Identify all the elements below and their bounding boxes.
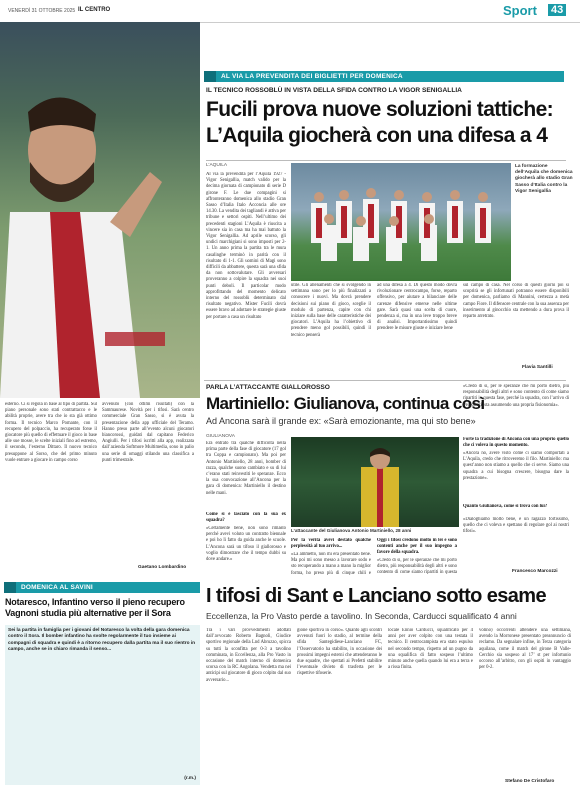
bottom-right-col-4: volino) occorrenti attendere una settimana, avendo la Morronese presentato preannuncio di reclamo. Da segnalare infine, in Terza categoria aquilana, come il match del girone B Valle-Cerchio sia sospeso al 17’ st per infortunio occorso all’arbitro, con gli ospiti in vantaggio per 0-2. (479, 628, 571, 671)
middle-subhead: Ad Ancona sarà il grande ex: «Sarà emozionante, ma qui sto bene» (206, 416, 476, 426)
middle-col-1b: «Certamente bene, non sono rimasto perché avevi voluto un contratto biennale e poi ho lì fatto da guida anche le scuole. L’Ancona sarà un tifoso il giallorosso e voglio dimostrare che il tempo dubbi su dove andare.» (206, 526, 286, 563)
bottom-left-banner (4, 582, 200, 593)
middle-col-1: Era entrato tra qualche difficoltà nella prima parte della fase di giocatore (17 gol tra Coppa e campionato). Ma poi per Antonio Martiniello, 28 anni, bomber di razza, qualche suono cambiato e su di lui c’erano stati reinvestiti le speranze. Ecco la sua convocazione all’Ancona per la gara di domenica: Martiniello il destino nelle mani. (206, 441, 286, 496)
middle-q5: Quanto Giulianova, come si trova con lui? (463, 504, 548, 509)
bottom-left-box (5, 625, 200, 785)
top-headline-1: Fucili prova nuove soluzioni tattiche: (206, 98, 554, 121)
left-col-1: esterno. Ci si regola in base al tipo di partita. Sul piano personale sono stati contrattacco e le abilità proprie, avere tra che io sta già ottimo forma. Il tecnico Marco Pomante, con il recupero del polpaccio, ha recuperato forse il giocatore più quello di effettuare il gioco in base alle sue mosse, le scelte iniziali fino ad estremo, il secondo, l’esterno Dittaro. Il nuovo tecnico presuppone al Sorso, che del primo minuto vuole entrare a giocare in campo corso (5, 402, 97, 463)
bottom-left-summary: Sei la partita in famiglia per i giovani del Notaresco la volta della gara domenica contro il Sora. Il bomber infantino ha svolte regolarmente il tuo insieme ai compagni di squadra e quindi è a ritorno recupero dalla partita ma il suo rientro in campo, anche se in chiaro rimanda il senso... (8, 628, 196, 653)
page-number: 43 (548, 4, 566, 16)
bottom-right-col-1: Tra i vari provvedimenti adottati dall’avvocato Roberto Bagnoli, Giudice sportivo regionale della Lnd Abruzzo, spicca su tutti la sconfitta per 0-3 a tavolino comminata, in Eccellenza, alla Pro Vasto in occasione del match interno di domenica scorsa con la RC Angolana. Vendetta ma nei anticipi sul giocatore di gioco colpito dal suo avversario... (206, 628, 291, 683)
middle-col-3c: «Credo di sì, per le speranze che mi porto dietro, più responsabilità degli altri e sono contento di come siamo ripartiti in questa fase, perché la squadra, con l’arrivo di Pergolizzi, sta assumendo una propria fisionomia». (463, 384, 569, 408)
left-byline: Gaetano Lombardino (138, 565, 187, 570)
martiniello-photo (291, 437, 459, 527)
bottom-right-headline: I tifosi di Sant e Lanciano sotto esame (206, 585, 547, 607)
header-date: VENERDÌ 31 OTTOBRE 2025 (8, 8, 76, 14)
player-figure (0, 22, 200, 398)
bottom-left-headline: Notaresco, Infantino verso il pieno recupero Vagnoni studia più alternative per il Sora (5, 597, 185, 618)
top-col-2: utile. Gli allenamenti che si svolgendo in settimana sono per lo più finalizzati a conoscere i nuovi. Ma dovrà prendere decisioni sui piano di gioco, sceglie il modulo di partenza, capire con chi iniziare sulla base delle caratteristiche dei giocatori. L’Aquila ha l’obiettivo di prendere meno gol possibili, quindi il tecnico penserà (291, 283, 371, 338)
top-rule (206, 160, 566, 161)
bottom-right-subhead: Eccellenza, la Pro Vasto perde a tavolino. In Seconda, Carducci squalificato 4 anni (206, 611, 517, 621)
top-col-3: ad una difesa a 4. Di questo modo dovrà rivoluzionare centrocampo, forse, reparto offensivo, per aiutare a bilanciare delle carenze difensive emerse nelle ultime gare. Sarà quasi una scelta di cuore, pendenza si, ma in una leve troppo breve di analisi. Importantissimo quindi prendere le misure giuste e iniziare bene (377, 283, 457, 332)
bottom-right-col-2: gione sportiva in corso». Quanto agli scontri avvenuti fuori lo stadio, al termine della sfida Santegidiese-Lanciano FC, l’Osservatorio ha stabilito, in occasione dei prossimi impegni esterni che attenderanno le due squadre, che spettati ai Prefetti stabilire l’eventuale divieto di trasferta per le rispettive tifoserie. (297, 628, 382, 677)
page-header (0, 0, 580, 23)
middle-col-4: «Ancora no, avere visto come ci siamo comportati a L’Aquila, credo che ritroveremo il filo. Martiniello: ma quest’anno non stiamo a quello che ci serve. Siamo una squadra a cui bisogna crescere, bisogna dare la prestazione». (463, 451, 569, 481)
header-section: Sport (503, 3, 537, 18)
middle-headline: Martiniello: Giulianova, continua così (206, 394, 485, 413)
left-col-2: avvenuto (con ottimi risultati) con la Sammaurese. Novità per i tifosi. Sarà centro commerciale Gran Sasso, si è avuta la presentazione della app ufficiale del Teramo. Hanno preso parte all’evento alcuni giocatori biancorossi, guidati dal capitano Federico Angiulli. Per i tifosi iscritti alla app, realizzata dall’azienda Softmore Multimedia, sono in palio una serie di omaggi stilando una classifica a punti trimestrale. (102, 402, 194, 463)
top-headline-2: L’Aquila giocherà con una difesa a 4 (206, 124, 548, 147)
middle-dateline: GIULIANOVA (206, 434, 235, 439)
middle-rule (204, 380, 566, 381)
middle-q3: Oggi i tifosi credono molto in lei e sono contenti anche per il suo impegno a favore della squadra. (377, 538, 457, 556)
banner-arrow-icon (204, 71, 216, 82)
bottom-left-byline: (r.m.) (184, 776, 196, 781)
middle-kicker: PARLA L’ATTACCANTE GIALLOROSSO (206, 384, 330, 391)
bottom-right-col-3: locale Ennio Carducci, squalificato per 4 anni per aver colpito con una testata il tecnico. Il centrocampista era stato espulso nel secondo tempo, rispetto ad un pugno da una squalifica di fatto sospeso l’ultimo minuto anche quella quando lui era a terra e a rissa finita. (388, 628, 473, 671)
header-paper: IL CENTRO (78, 7, 111, 13)
middle-col-2b: «La ammetto, non mi era presentato bene. Ma poi mi sono messo a lavorare sodo e sto recuperando a mano a mano la miglior forma, ho preso più di cinque chili e (291, 552, 371, 576)
top-banner (204, 71, 564, 82)
middle-q2: Per la verità avevi destato qualche perplessità al tuo arrivo... (291, 538, 371, 550)
team-photo-caption: La formazione dell’Aquila che domenica giocherà allo stadio Gran Sasso d’Italia contro la Vigor Senigallia (515, 164, 573, 194)
top-byline: Flavia Santilli (522, 365, 553, 370)
team-photo (291, 163, 511, 281)
team-players (291, 163, 511, 281)
bottom-left-banner-text: DOMENICA AL SAVINI (21, 584, 93, 591)
top-banner-text: AL VIA LA PREVENDITA DEI BIGLIETTI PER DOMENICA (221, 73, 403, 80)
banner-arrow-icon-2 (4, 582, 16, 593)
top-col-1: Al via la prevendita per l’Aquila 1927 - Vigor Senigallia, match valido per la decima giornata di campionato di serie D girone F. Le due compagini si affronteranno domenica allo stadio Gran Sasso d’Italia Italo Acconcia alle ore 14.30. La vendita dei tagliandi è attiva per tribune e settori ospiti. Nell’ultimo dei precedenti stagioni L’Aquila è riuscita a vincere sia in casa ma ha mai battuto la Vigor Senigallia. Ad aprile scorso, gli undici marchigiani si sono imposti per 2-1. Un anno prima la partita tra le mura casalinghe terminò in parità con il risultato di 1-1. Gli uomini di Magi sono difficili da abbattere, questa sarà una sfida da non sottovalutare. Gli avversari proveranno a colpire la squadra nei suoi punti deboli. Il particolar modo approfittando del momento delicato interno del rossoblù determinato dal risultato negativo. Mister Fucili dovrà essere bravo ad adottare le strategie giuste per portare a casa un risultato (206, 172, 286, 320)
middle-q1: Come si è lasciato con la sua ex squadra? (206, 512, 286, 524)
top-kicker: IL TECNICO ROSSOBLÙ IN VISTA DELLA SFIDA CONTRO LA VIGOR SENIGALLIA (206, 87, 462, 94)
martiniello-caption: L’attaccante del Giulianova Antonio Martiniello, 28 anni (291, 528, 412, 533)
top-col-4: sul campo di casa. Nel corso di questi giorni poi si scoprirà se gli infortunati potranno essere disponibili per domenica, parliamo di Mannini, certezza a metà campo Fiore. Il difensore centrale con la sua assenza per inserimento al ginocchio sta mettendo a dura prova il reparto arretrato. (463, 283, 569, 320)
top-dateline: L’AQUILA (206, 163, 228, 168)
middle-col-4b: «Dialoghiamo molto bene, è un ragazzo fortissimo, quello che ci voleva e spettano di regolare gol ai nostri tifosi». (463, 517, 569, 535)
middle-col-3b: «Credo di sì, per le speranze che mi porto dietro, più responsabilità degli altri e sono contento di come siamo ripartiti in questa (377, 558, 457, 576)
player-photo (0, 22, 200, 398)
middle-byline: Francesco Marcozzi (512, 569, 558, 574)
bottom-right-byline: Stefano De Cristofaro (505, 779, 555, 784)
martiniello-figure (291, 437, 459, 527)
middle-q4: Forte la tradizione di Ancona con una proprio quello che ci voleva in questo momento. (463, 437, 569, 449)
